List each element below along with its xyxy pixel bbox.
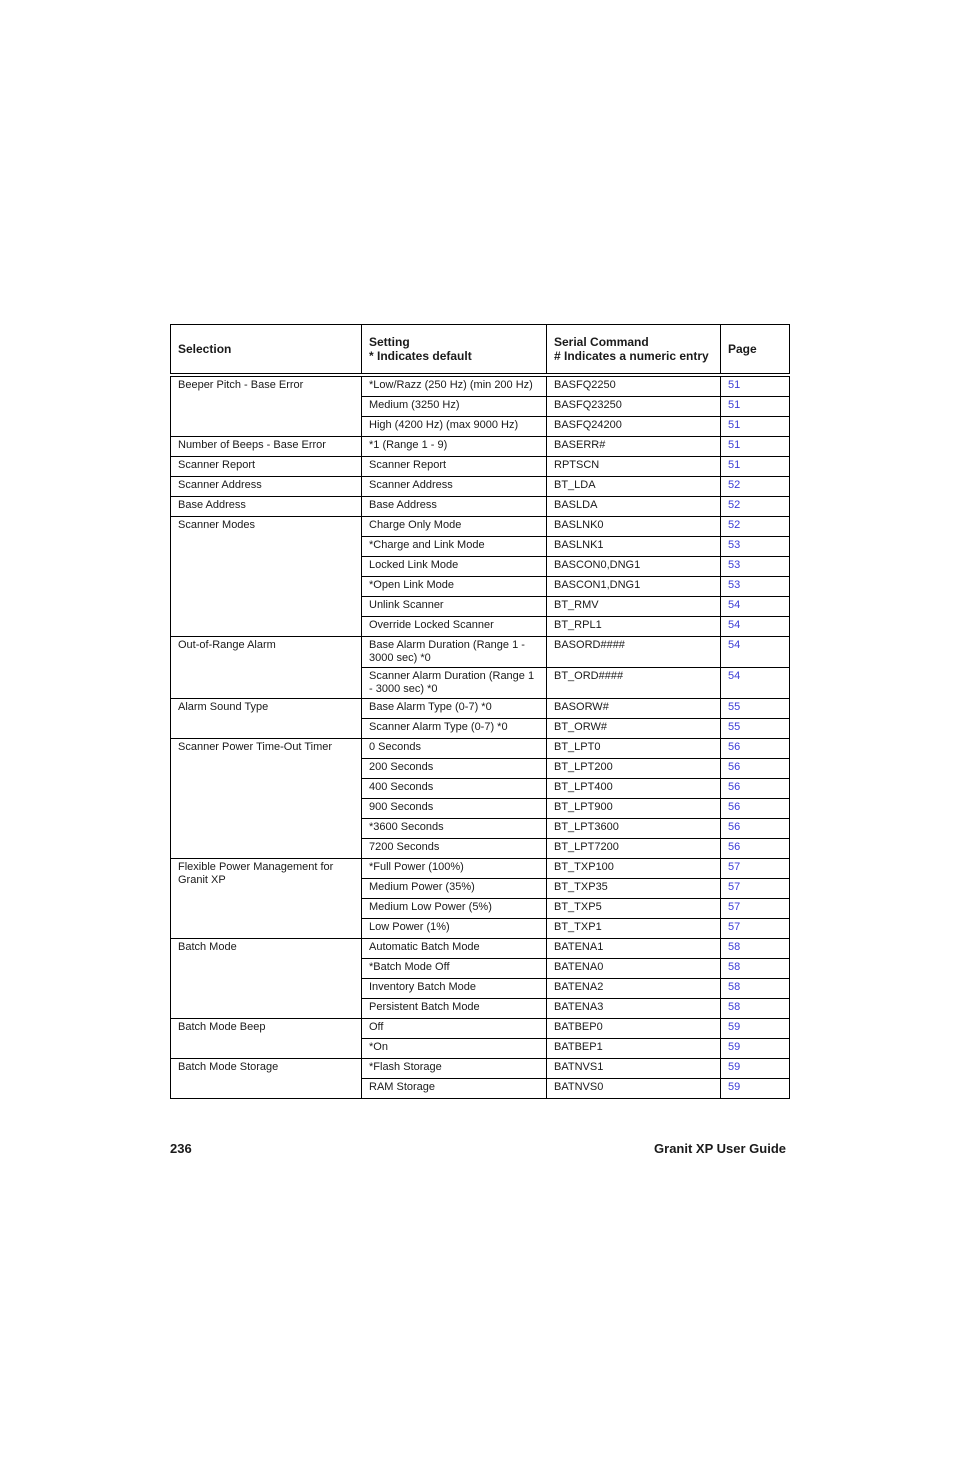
page-link[interactable]: 51	[721, 457, 790, 477]
page-link[interactable]: 57	[721, 919, 790, 939]
table-row	[171, 939, 790, 959]
serial-command-cell: BATBEP1	[547, 1039, 721, 1059]
table-row	[171, 739, 790, 759]
command-table	[170, 324, 790, 1099]
serial-command-cell: BASORD####	[547, 637, 721, 668]
selection-cell: Out-of-Range Alarm	[171, 637, 362, 699]
selection-cell: Beeper Pitch - Base Error	[171, 375, 362, 437]
table-row	[171, 457, 790, 477]
serial-command-cell: BASLDA	[547, 497, 721, 517]
serial-command-cell: BT_TXP100	[547, 859, 721, 879]
setting-cell: *Low/Razz (250 Hz) (min 200 Hz)	[362, 375, 547, 397]
table-row	[171, 859, 790, 879]
setting-cell: Medium (3250 Hz)	[362, 397, 547, 417]
serial-command-cell: BASLNK1	[547, 537, 721, 557]
selection-cell: Number of Beeps - Base Error	[171, 437, 362, 457]
page-link[interactable]: 53	[721, 577, 790, 597]
selection-cell: Scanner Address	[171, 477, 362, 497]
serial-command-cell: BASFQ2250	[547, 375, 721, 397]
page-link[interactable]: 58	[721, 939, 790, 959]
serial-command-cell: BASFQ23250	[547, 397, 721, 417]
setting-cell: *On	[362, 1039, 547, 1059]
selection-cell: Batch Mode	[171, 939, 362, 1019]
header-command-title: Serial Command	[554, 335, 649, 349]
table-row	[171, 477, 790, 497]
table-row	[171, 1059, 790, 1079]
selection-cell: Alarm Sound Type	[171, 699, 362, 739]
serial-command-cell: BT_LPT3600	[547, 819, 721, 839]
page-link[interactable]: 56	[721, 799, 790, 819]
selection-cell: Flexible Power Management for Granit XP	[171, 859, 362, 939]
selection-cell: Scanner Power Time-Out Timer	[171, 739, 362, 859]
setting-cell: 200 Seconds	[362, 759, 547, 779]
table-header-row	[171, 325, 790, 376]
page-link[interactable]: 56	[721, 759, 790, 779]
page-link[interactable]: 59	[721, 1059, 790, 1079]
page-link[interactable]: 58	[721, 959, 790, 979]
serial-command-cell: RPTSCN	[547, 457, 721, 477]
serial-command-cell: BT_ORD####	[547, 668, 721, 699]
header-setting	[362, 325, 547, 376]
serial-command-cell: BT_LPT0	[547, 739, 721, 759]
page-link[interactable]: 58	[721, 979, 790, 999]
header-setting-title: Setting	[369, 335, 410, 349]
serial-command-cell: BASFQ24200	[547, 417, 721, 437]
setting-cell: Persistent Batch Mode	[362, 999, 547, 1019]
page-link[interactable]: 54	[721, 668, 790, 699]
serial-command-cell: BASERR#	[547, 437, 721, 457]
table-row	[171, 1019, 790, 1039]
page-link[interactable]: 52	[721, 497, 790, 517]
setting-cell: Off	[362, 1019, 547, 1039]
setting-cell: Locked Link Mode	[362, 557, 547, 577]
setting-cell: Medium Low Power (5%)	[362, 899, 547, 919]
serial-command-cell: BATENA3	[547, 999, 721, 1019]
serial-command-cell: BATBEP0	[547, 1019, 721, 1039]
page-link[interactable]: 57	[721, 859, 790, 879]
selection-cell: Scanner Modes	[171, 517, 362, 637]
setting-cell: Base Address	[362, 497, 547, 517]
setting-cell: 400 Seconds	[362, 779, 547, 799]
page-link[interactable]: 55	[721, 719, 790, 739]
page-link[interactable]: 56	[721, 739, 790, 759]
serial-command-cell: BATNVS1	[547, 1059, 721, 1079]
setting-cell: Charge Only Mode	[362, 517, 547, 537]
setting-cell: Scanner Alarm Duration (Range 1 - 3000 sec) *0	[362, 668, 547, 699]
table-row	[171, 517, 790, 537]
page-link[interactable]: 51	[721, 397, 790, 417]
setting-cell: Low Power (1%)	[362, 919, 547, 939]
serial-command-cell: BATNVS0	[547, 1079, 721, 1099]
setting-cell: *Full Power (100%)	[362, 859, 547, 879]
setting-cell: *Charge and Link Mode	[362, 537, 547, 557]
setting-cell: 7200 Seconds	[362, 839, 547, 859]
table-row	[171, 637, 790, 668]
serial-command-cell: BASLNK0	[547, 517, 721, 537]
table-row	[171, 375, 790, 397]
page-link[interactable]: 52	[721, 517, 790, 537]
setting-cell: Override Locked Scanner	[362, 617, 547, 637]
page-link[interactable]: 56	[721, 819, 790, 839]
setting-cell: *Batch Mode Off	[362, 959, 547, 979]
setting-cell: High (4200 Hz) (max 9000 Hz)	[362, 417, 547, 437]
setting-cell: *3600 Seconds	[362, 819, 547, 839]
page-link[interactable]: 56	[721, 779, 790, 799]
selection-cell: Base Address	[171, 497, 362, 517]
serial-command-cell: BT_TXP5	[547, 899, 721, 919]
page-link[interactable]: 51	[721, 437, 790, 457]
serial-command-cell: BT_TXP35	[547, 879, 721, 899]
setting-cell: Inventory Batch Mode	[362, 979, 547, 999]
table-body	[171, 375, 790, 1099]
header-setting-note: * Indicates default	[369, 349, 472, 363]
setting-cell: Scanner Address	[362, 477, 547, 497]
page-link[interactable]: 54	[721, 637, 790, 668]
footer-guide-title: Granit XP User Guide	[654, 1141, 786, 1156]
serial-command-cell: BT_LDA	[547, 477, 721, 497]
page-link[interactable]: 59	[721, 1079, 790, 1099]
setting-cell: 900 Seconds	[362, 799, 547, 819]
setting-cell: Automatic Batch Mode	[362, 939, 547, 959]
serial-command-cell: BATENA1	[547, 939, 721, 959]
setting-cell: Base Alarm Type (0-7) *0	[362, 699, 547, 719]
header-page: Page	[721, 325, 790, 376]
setting-cell: RAM Storage	[362, 1079, 547, 1099]
header-selection: Selection	[171, 325, 362, 376]
page-link[interactable]: 54	[721, 617, 790, 637]
serial-command-cell: BASORW#	[547, 699, 721, 719]
setting-cell: *Flash Storage	[362, 1059, 547, 1079]
setting-cell: Base Alarm Duration (Range 1 - 3000 sec) *0	[362, 637, 547, 668]
setting-cell: Scanner Report	[362, 457, 547, 477]
page-link[interactable]: 58	[721, 999, 790, 1019]
table-row	[171, 437, 790, 457]
serial-command-cell: BT_RPL1	[547, 617, 721, 637]
serial-command-cell: BASCON0,DNG1	[547, 557, 721, 577]
table-row	[171, 497, 790, 517]
setting-cell: 0 Seconds	[362, 739, 547, 759]
page-link[interactable]: 52	[721, 477, 790, 497]
page-link[interactable]: 53	[721, 537, 790, 557]
page-link[interactable]: 54	[721, 597, 790, 617]
page-link[interactable]: 55	[721, 699, 790, 719]
setting-cell: *1 (Range 1 - 9)	[362, 437, 547, 457]
page-link[interactable]: 51	[721, 375, 790, 397]
page-link[interactable]: 57	[721, 899, 790, 919]
setting-cell: *Open Link Mode	[362, 577, 547, 597]
header-command	[547, 325, 721, 376]
header-command-note: # Indicates a numeric entry	[554, 349, 709, 363]
table-row	[171, 699, 790, 719]
page-link[interactable]: 51	[721, 417, 790, 437]
serial-command-cell: BT_LPT7200	[547, 839, 721, 859]
serial-command-cell: BT_LPT200	[547, 759, 721, 779]
serial-command-cell: BT_LPT400	[547, 779, 721, 799]
serial-command-cell: BT_ORW#	[547, 719, 721, 739]
setting-cell: Medium Power (35%)	[362, 879, 547, 899]
setting-cell: Scanner Alarm Type (0-7) *0	[362, 719, 547, 739]
serial-command-cell: BT_RMV	[547, 597, 721, 617]
page-link[interactable]: 59	[721, 1019, 790, 1039]
setting-cell: Unlink Scanner	[362, 597, 547, 617]
selection-cell: Batch Mode Beep	[171, 1019, 362, 1059]
page-link[interactable]: 57	[721, 879, 790, 899]
page-link[interactable]: 53	[721, 557, 790, 577]
footer-page-number: 236	[170, 1141, 192, 1156]
serial-command-cell: BASCON1,DNG1	[547, 577, 721, 597]
selection-cell: Scanner Report	[171, 457, 362, 477]
page-link[interactable]: 59	[721, 1039, 790, 1059]
page-link[interactable]: 56	[721, 839, 790, 859]
serial-command-cell: BATENA0	[547, 959, 721, 979]
selection-cell: Batch Mode Storage	[171, 1059, 362, 1099]
serial-command-cell: BT_LPT900	[547, 799, 721, 819]
serial-command-cell: BT_TXP1	[547, 919, 721, 939]
serial-command-cell: BATENA2	[547, 979, 721, 999]
